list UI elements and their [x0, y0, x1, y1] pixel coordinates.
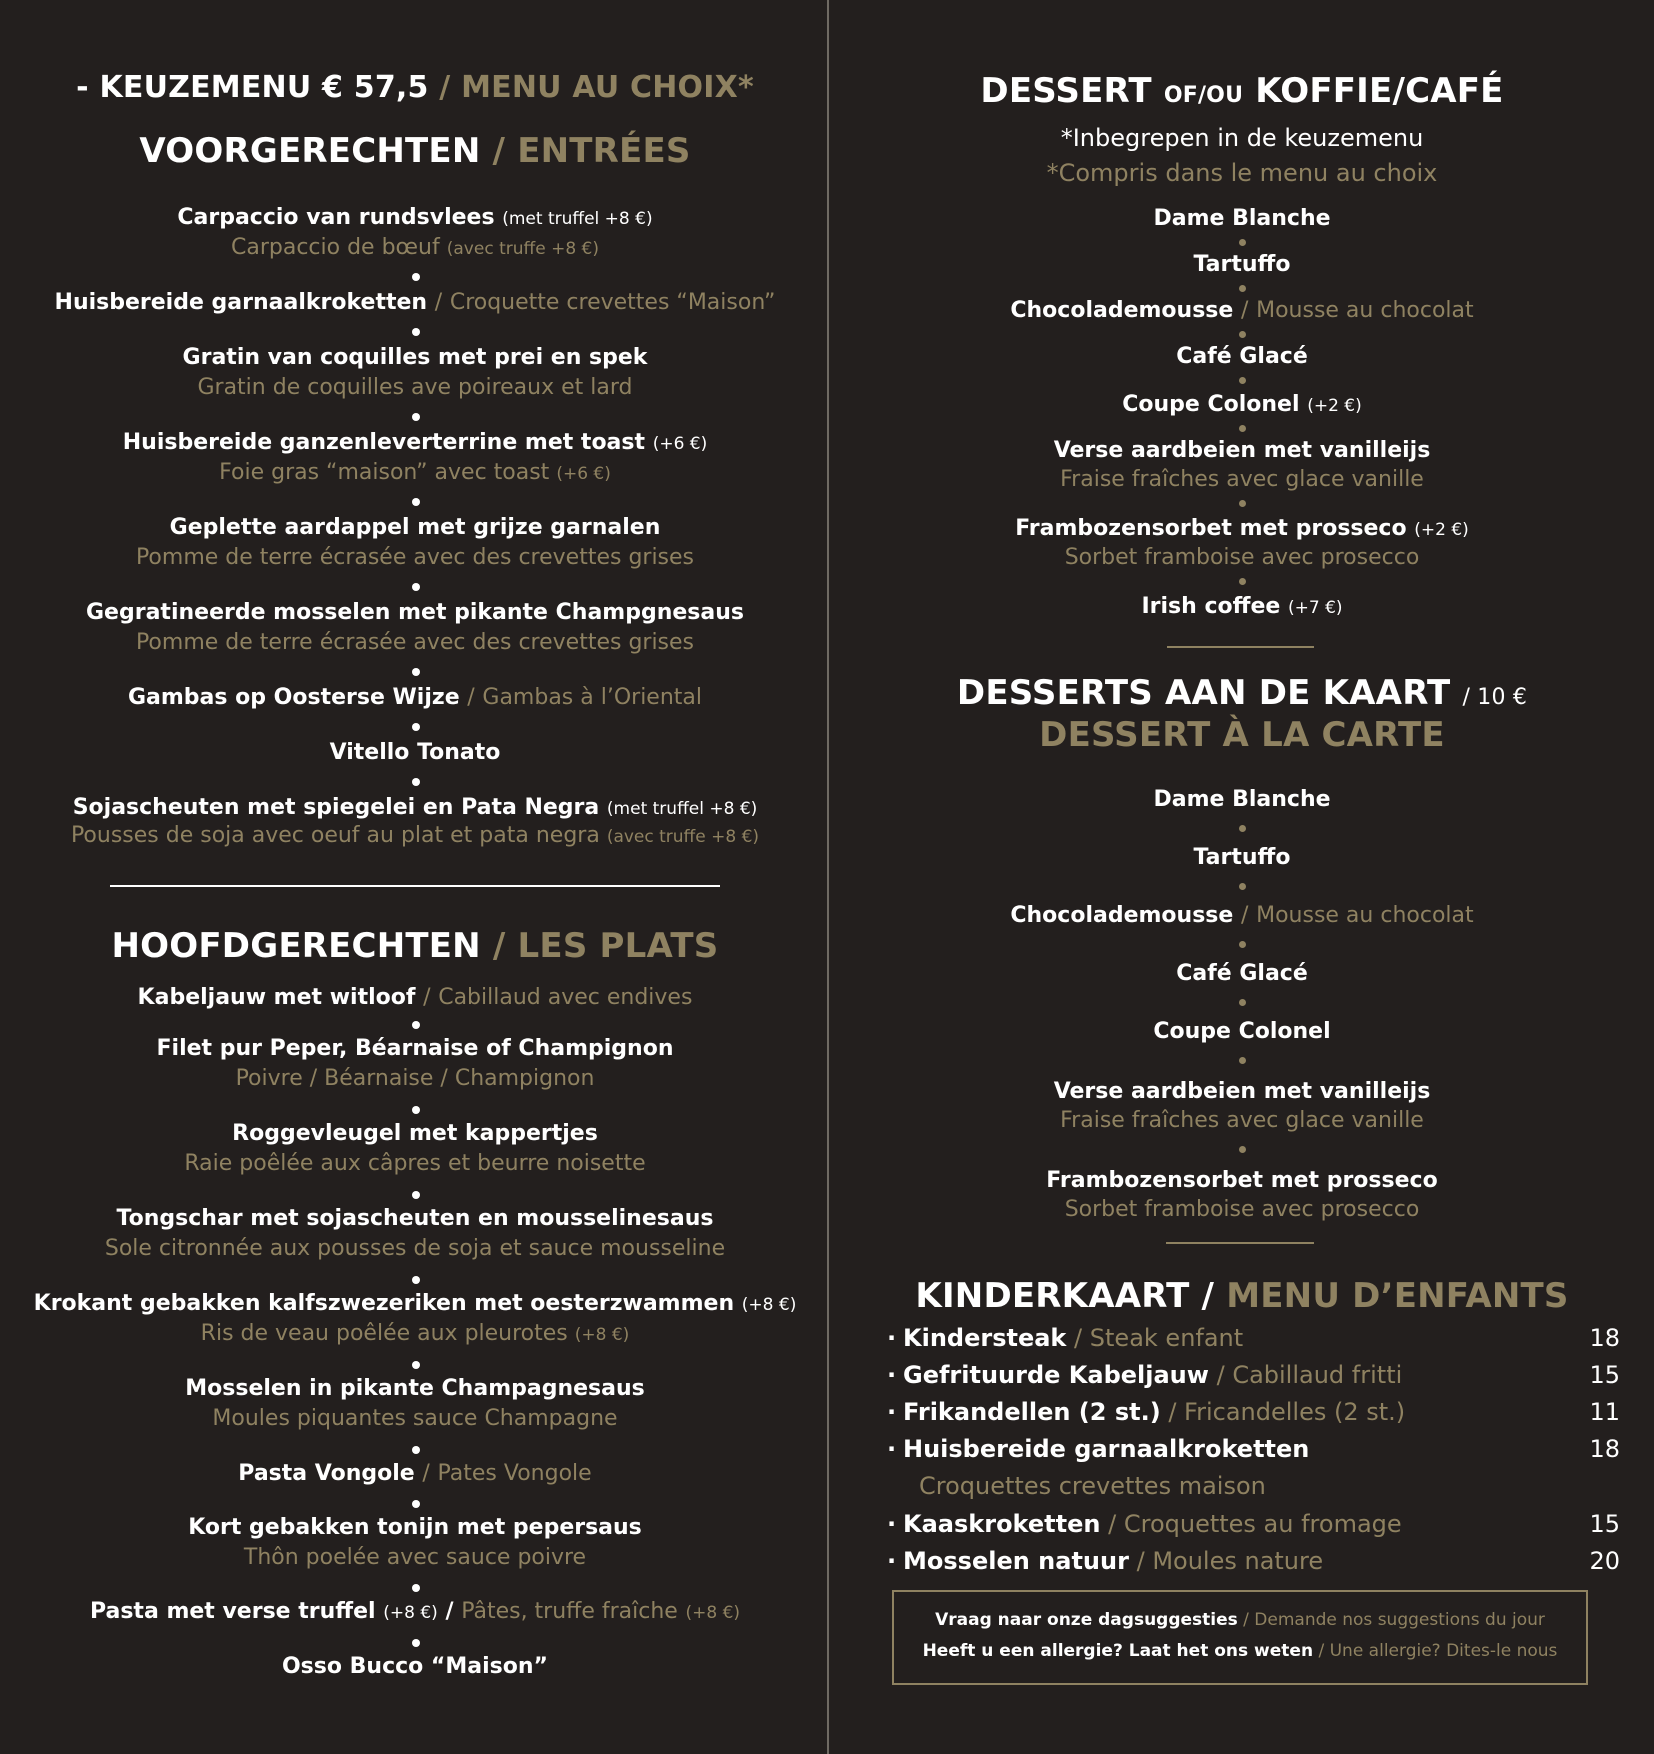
separator-dot — [412, 778, 420, 786]
separator-dot — [412, 1500, 420, 1508]
separator-dot — [412, 1584, 420, 1592]
menu-item-name: Kort gebakken tonijn met pepersaus — [188, 1515, 642, 1540]
separator-dot — [1239, 1057, 1246, 1064]
list-item: · Huisbereide garnaalkroketten 18 — [887, 1435, 1620, 1463]
menu-item-translation: Fraise fraîches avec glace vanille — [1060, 467, 1424, 492]
separator-dot — [412, 273, 420, 281]
menu-item-name: Coupe Colonel (+2 €) — [1122, 392, 1362, 417]
separator-dot — [1239, 578, 1246, 585]
hoofdgerechten-title-nl: HOOFDGERECHTEN — [111, 926, 481, 966]
separator-dot — [412, 1276, 420, 1284]
menu-item-name: Sojascheuten met spiegelei en Pata Negra (met truffel +8 €) — [72, 795, 758, 820]
menu-item-name: Gambas op Oosterse Wijze / Gambas à l’Oriental — [127, 685, 703, 710]
menu-item-translation: Fraise fraîches avec glace vanille — [1060, 1108, 1424, 1133]
menu-item-name: Frambozensorbet met prosseco (+2 €) — [1015, 516, 1469, 541]
menu-item-name: Vitello Tonato — [329, 740, 501, 765]
menu-item-name: Dame Blanche — [1153, 206, 1331, 231]
menu-item-name: Kabeljauw met witloof / Cabillaud avec endives — [137, 985, 693, 1010]
menu-item-translation: Poivre / Béarnaise / Champignon — [235, 1066, 595, 1091]
menu-item-name: Pasta met verse truffel (+8 €) / Pâtes, truffe fraîche (+8 €) — [89, 1599, 741, 1624]
list-item: · Gefrituurde Kabeljauw / Cabillaud fritti 15 — [887, 1361, 1620, 1389]
list-item: · Mosselen natuur / Moules nature 20 — [887, 1547, 1620, 1575]
voorgerechten-title-nl: VOORGERECHTEN — [139, 131, 481, 171]
menu-item-translation: Ris de veau poêlée aux pleurotes (+8 €) — [200, 1321, 630, 1346]
list-item: · Kaaskroketten / Croquettes au fromage 15 — [887, 1510, 1620, 1538]
menu-item-translation: Sole citronnée aux pousses de soja et sauce mousseline — [104, 1236, 726, 1261]
separator-dot — [1239, 331, 1246, 338]
separator-dot — [1239, 377, 1246, 384]
separator-dot — [412, 1191, 420, 1199]
separator-dot — [1239, 941, 1246, 948]
keuzemenu-title-nl: - KEUZEMENU € 57,5 — [76, 70, 429, 105]
separator-dot — [412, 583, 420, 591]
keuzemenu-title — [0, 70, 830, 105]
menu-item-translation: Carpaccio de bœuf (avec truffe +8 €) — [231, 235, 599, 260]
separator-dot — [412, 668, 420, 676]
separator-dot — [412, 1021, 420, 1029]
menu-item-name: Café Glacé — [1176, 961, 1308, 986]
menu-item-name: Filet pur Peper, Béarnaise of Champignon — [156, 1036, 674, 1061]
list-item: · Frikandellen (2 st.) / Fricandelles (2 st.) 11 — [887, 1398, 1620, 1426]
menu-item-name: Dame Blanche — [1153, 787, 1331, 812]
menu-item-name: Gegratineerde mosselen met pikante Champgnesaus — [86, 600, 744, 625]
separator-dot — [1239, 1146, 1246, 1153]
separator-dot — [1239, 825, 1246, 832]
menu-item-name: Chocolademousse / Mousse au chocolat — [1010, 903, 1474, 928]
price: 15 — [1589, 1361, 1620, 1389]
menu-item-name: Mosselen in pikante Champagnesaus — [185, 1376, 645, 1401]
column-divider — [827, 0, 829, 1754]
dessert-carte-title-fr: DESSERT À LA CARTE — [1039, 715, 1445, 755]
separator-dot — [412, 328, 420, 336]
separator-dot — [1239, 883, 1246, 890]
separator-dot — [1239, 425, 1246, 432]
menu-item-name: Osso Bucco “Maison” — [281, 1654, 549, 1679]
menu-item-name: Tartuffo — [1193, 845, 1291, 870]
info-box — [892, 1590, 1588, 1685]
price: 15 — [1589, 1510, 1620, 1538]
separator-dot — [412, 413, 420, 421]
separator-dot — [412, 1639, 420, 1647]
menu-item-translation: Sorbet framboise avec prosecco — [1064, 545, 1420, 570]
separator-dot — [412, 498, 420, 506]
separator-dot — [1239, 285, 1246, 292]
menu-item-name: Irish coffee (+7 €) — [1141, 594, 1343, 619]
info-line-suggestions: Vraag naar onze dagsuggesties / Demande nos suggestions du jour — [935, 1610, 1545, 1630]
keuzemenu-title-fr: / MENU AU CHOIX* — [439, 70, 754, 105]
section-divider — [1166, 1242, 1314, 1244]
menu-item-name: Frambozensorbet met prosseco — [1046, 1168, 1438, 1193]
menu-item-translation: Pousses de soja avec oeuf au plat et pata negra (avec truffe +8 €) — [70, 823, 760, 848]
hoofdgerechten-title — [0, 926, 830, 966]
menu-item-name: Pasta Vongole / Pates Vongole — [238, 1461, 592, 1486]
list-item: · Kindersteak / Steak enfant 18 — [887, 1324, 1620, 1352]
info-line-allergy: Heeft u een allergie? Laat het ons weten / Une allergie? Dites-le nous — [922, 1641, 1558, 1661]
separator-dot — [1239, 239, 1246, 246]
menu-item-translation: Sorbet framboise avec prosecco — [1064, 1197, 1420, 1222]
separator-dot — [412, 1446, 420, 1454]
menu-item-name: Geplette aardappel met grijze garnalen — [169, 515, 661, 540]
separator-dot — [412, 1106, 420, 1114]
menu-item-name: Huisbereide ganzenleverterrine met toast (+6 €) — [122, 430, 708, 455]
menu-item-name: Carpaccio van rundsvlees (met truffel +8 €) — [177, 205, 653, 230]
hoofdgerechten-title-fr: / LES PLATS — [492, 926, 719, 966]
separator-dot — [1239, 500, 1246, 507]
price: 18 — [1589, 1435, 1620, 1463]
section-divider — [1167, 646, 1314, 648]
menu-item-name: Verse aardbeien met vanilleijs — [1053, 1079, 1431, 1104]
section-divider — [110, 885, 720, 887]
dessert-note-nl: *Inbegrepen in de keuzemenu — [1060, 124, 1424, 152]
voorgerechten-title-fr: / ENTRÉES — [492, 131, 691, 171]
price: 18 — [1589, 1324, 1620, 1352]
menu-item-name: Gratin van coquilles met prei en spek — [182, 345, 648, 370]
dessert-carte-title: DESSERTS AAN DE KAART / 10 € — [956, 673, 1528, 713]
menu-item-translation: Thôn poelée avec sauce poivre — [243, 1545, 587, 1570]
kinderkaart-title: KINDERKAART / MENU D’ENFANTS — [915, 1276, 1569, 1316]
menu-item-name: Coupe Colonel — [1153, 1019, 1331, 1044]
dessert-choice-title: DESSERT OF/OU KOFFIE/CAFÉ — [980, 71, 1504, 111]
menu-item-translation: Pomme de terre écrasée avec des crevettes grises — [135, 630, 695, 655]
dessert-note-fr: *Compris dans le menu au choix — [1046, 159, 1438, 187]
menu-item-name: Krokant gebakken kalfszwezeriken met oesterzwammen (+8 €) — [33, 1291, 797, 1316]
price: 20 — [1589, 1547, 1620, 1575]
separator-dot — [412, 723, 420, 731]
menu-item-translation: Foie gras “maison” avec toast (+6 €) — [219, 460, 611, 485]
menu-item-name: Chocolademousse / Mousse au chocolat — [1010, 298, 1474, 323]
menu-item-name: Tartuffo — [1193, 252, 1291, 277]
menu-item-name: Tongschar met sojascheuten en mousselinesaus — [116, 1206, 714, 1231]
menu-item-name: Verse aardbeien met vanilleijs — [1053, 438, 1431, 463]
price: 11 — [1589, 1398, 1620, 1426]
menu-item-translation: Pomme de terre écrasée avec des crevettes grises — [135, 545, 695, 570]
separator-dot — [412, 1361, 420, 1369]
menu-item-translation: Gratin de coquilles ave poireaux et lard — [197, 375, 633, 400]
voorgerechten-title — [0, 131, 830, 171]
menu-item-name: Café Glacé — [1176, 344, 1308, 369]
menu-item-translation: Moules piquantes sauce Champagne — [212, 1406, 618, 1431]
list-item: Croquettes crevettes maison — [919, 1472, 1266, 1500]
menu-item-name: Huisbereide garnaalkroketten / Croquette crevettes “Maison” — [54, 290, 776, 315]
menu-item-name: Roggevleugel met kappertjes — [232, 1121, 598, 1146]
menu-item-translation: Raie poêlée aux câpres et beurre noisette — [184, 1151, 646, 1176]
separator-dot — [1239, 999, 1246, 1006]
